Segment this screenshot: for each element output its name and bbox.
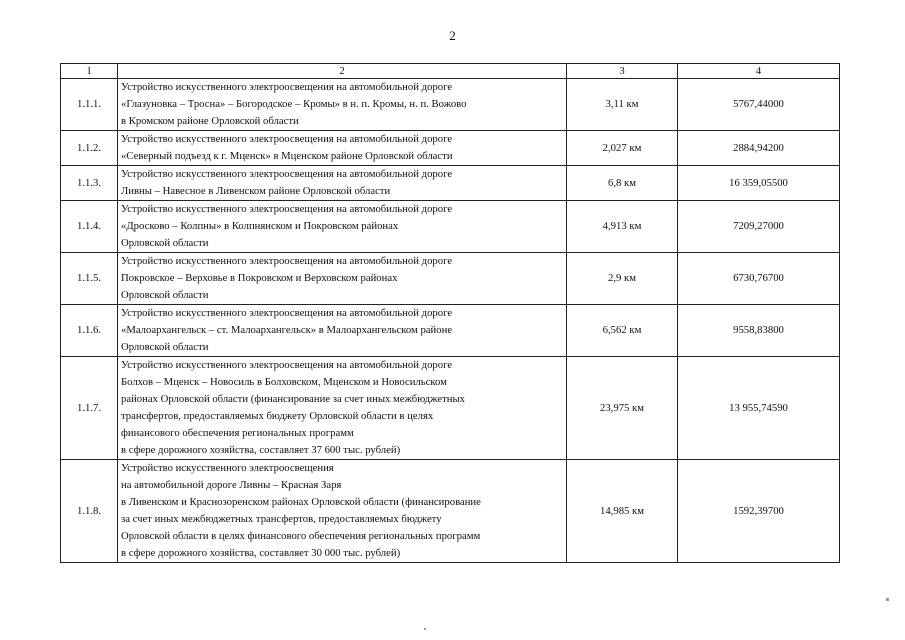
row-cost: 7209,27000	[678, 201, 840, 253]
description-line: финансового обеспечения региональных программ	[121, 427, 354, 439]
table-row	[61, 131, 840, 166]
table-row	[61, 79, 840, 131]
description-line: Орловской области	[121, 237, 209, 249]
table-body	[61, 79, 840, 563]
description-line: Орловской области	[121, 341, 209, 353]
description-line: Устройство искусственного электроосвещения	[121, 462, 334, 474]
page-number: 2	[449, 28, 456, 43]
row-length: 2,027 км	[567, 131, 678, 166]
table-row	[61, 253, 840, 305]
row-cost: 9558,83800	[678, 305, 840, 357]
row-length: 2,9 км	[567, 253, 678, 305]
description-line: Устройство искусственного электроосвещения на автомобильной дороге	[121, 133, 453, 145]
description-line: Устройство искусственного электроосвещения на автомобильной дороге	[121, 81, 453, 93]
row-length: 14,985 км	[567, 460, 678, 563]
table-row	[61, 305, 840, 357]
row-description	[118, 201, 567, 253]
description-line: в сфере дорожного хозяйства, составляет 30 000 тыс. рублей)	[121, 547, 401, 559]
row-cost: 2884,94200	[678, 131, 840, 166]
row-number: 1.1.2.	[61, 131, 118, 166]
row-cost: 6730,76700	[678, 253, 840, 305]
description-line: районах Орловской области (финансирование за счет иных межбюджетных	[121, 393, 466, 405]
row-number: 1.1.8.	[61, 460, 118, 563]
row-cost: 5767,44000	[678, 79, 840, 131]
row-number: 1.1.5.	[61, 253, 118, 305]
row-description	[118, 79, 567, 131]
row-length: 6,8 км	[567, 166, 678, 201]
header-col-4: 4	[678, 64, 840, 79]
description-line: Болхов – Мценск – Новосиль в Болховском, Мценском и Новосильском	[121, 376, 447, 388]
description-line: Устройство искусственного электроосвещения на автомобильной дороге	[121, 168, 453, 180]
row-length: 4,913 км	[567, 201, 678, 253]
description-line: «Дросково – Колпны» в Колпнянском и Покровском районах	[121, 220, 399, 232]
header-col-1: 1	[61, 64, 118, 79]
table-header-row	[61, 64, 840, 79]
description-line: в Ливенском и Краснозоренском районах Орловской области (финансирование	[121, 496, 481, 508]
table-row	[61, 460, 840, 563]
scan-speck	[886, 598, 889, 601]
description-line: на автомобильной дороге Ливны – Красная Заря	[121, 479, 342, 491]
header-col-2: 2	[118, 64, 567, 79]
description-line: Устройство искусственного электроосвещения на автомобильной дороге	[121, 255, 453, 267]
row-number: 1.1.7.	[61, 357, 118, 460]
row-description	[118, 460, 567, 563]
description-line: в сфере дорожного хозяйства, составляет 37 600 тыс. рублей)	[121, 444, 401, 456]
description-line: Устройство искусственного электроосвещения на автомобильной дороге	[121, 307, 453, 319]
description-line: трансфертов, предоставляемых бюджету Орловской области в целях	[121, 410, 434, 422]
row-description	[118, 357, 567, 460]
table-row	[61, 166, 840, 201]
row-number: 1.1.4.	[61, 201, 118, 253]
row-length: 3,11 км	[567, 79, 678, 131]
description-line: «Глазуновка – Тросна» – Богородское – Кромы» в н. п. Кромы, н. п. Вожово	[121, 98, 467, 110]
road-lighting-table	[60, 63, 840, 563]
table-row	[61, 201, 840, 253]
row-length: 6,562 км	[567, 305, 678, 357]
table-row	[61, 357, 840, 460]
row-cost: 1592,39700	[678, 460, 840, 563]
row-number: 1.1.3.	[61, 166, 118, 201]
description-line: Покровское – Верховье в Покровском и Верховском районах	[121, 272, 398, 284]
row-length: 23,975 км	[567, 357, 678, 460]
row-description	[118, 131, 567, 166]
description-line: «Северный подъезд к г. Мценск» в Мценском районе Орловской области	[121, 150, 453, 162]
description-line: Устройство искусственного электроосвещения на автомобильной дороге	[121, 203, 453, 215]
row-description	[118, 166, 567, 201]
description-line: Устройство искусственного электроосвещения на автомобильной дороге	[121, 359, 453, 371]
description-line: за счет иных межбюджетных трансфертов, предоставляемых бюджету	[121, 513, 442, 525]
description-line: Орловской области	[121, 289, 209, 301]
row-description	[118, 253, 567, 305]
row-number: 1.1.6.	[61, 305, 118, 357]
row-cost: 13 955,74590	[678, 357, 840, 460]
scan-speck	[424, 628, 426, 630]
row-cost: 16 359,05500	[678, 166, 840, 201]
row-number: 1.1.1.	[61, 79, 118, 131]
row-description	[118, 305, 567, 357]
header-col-3: 3	[567, 64, 678, 79]
description-line: Орловской области в целях финансового обеспечения региональных программ	[121, 530, 481, 542]
description-line: в Кромском районе Орловской области	[121, 115, 299, 127]
description-line: Ливны – Навесное в Ливенском районе Орловской области	[121, 185, 391, 197]
description-line: «Малоархангельск – ст. Малоархангельск» в Малоархангельском районе	[121, 324, 453, 336]
